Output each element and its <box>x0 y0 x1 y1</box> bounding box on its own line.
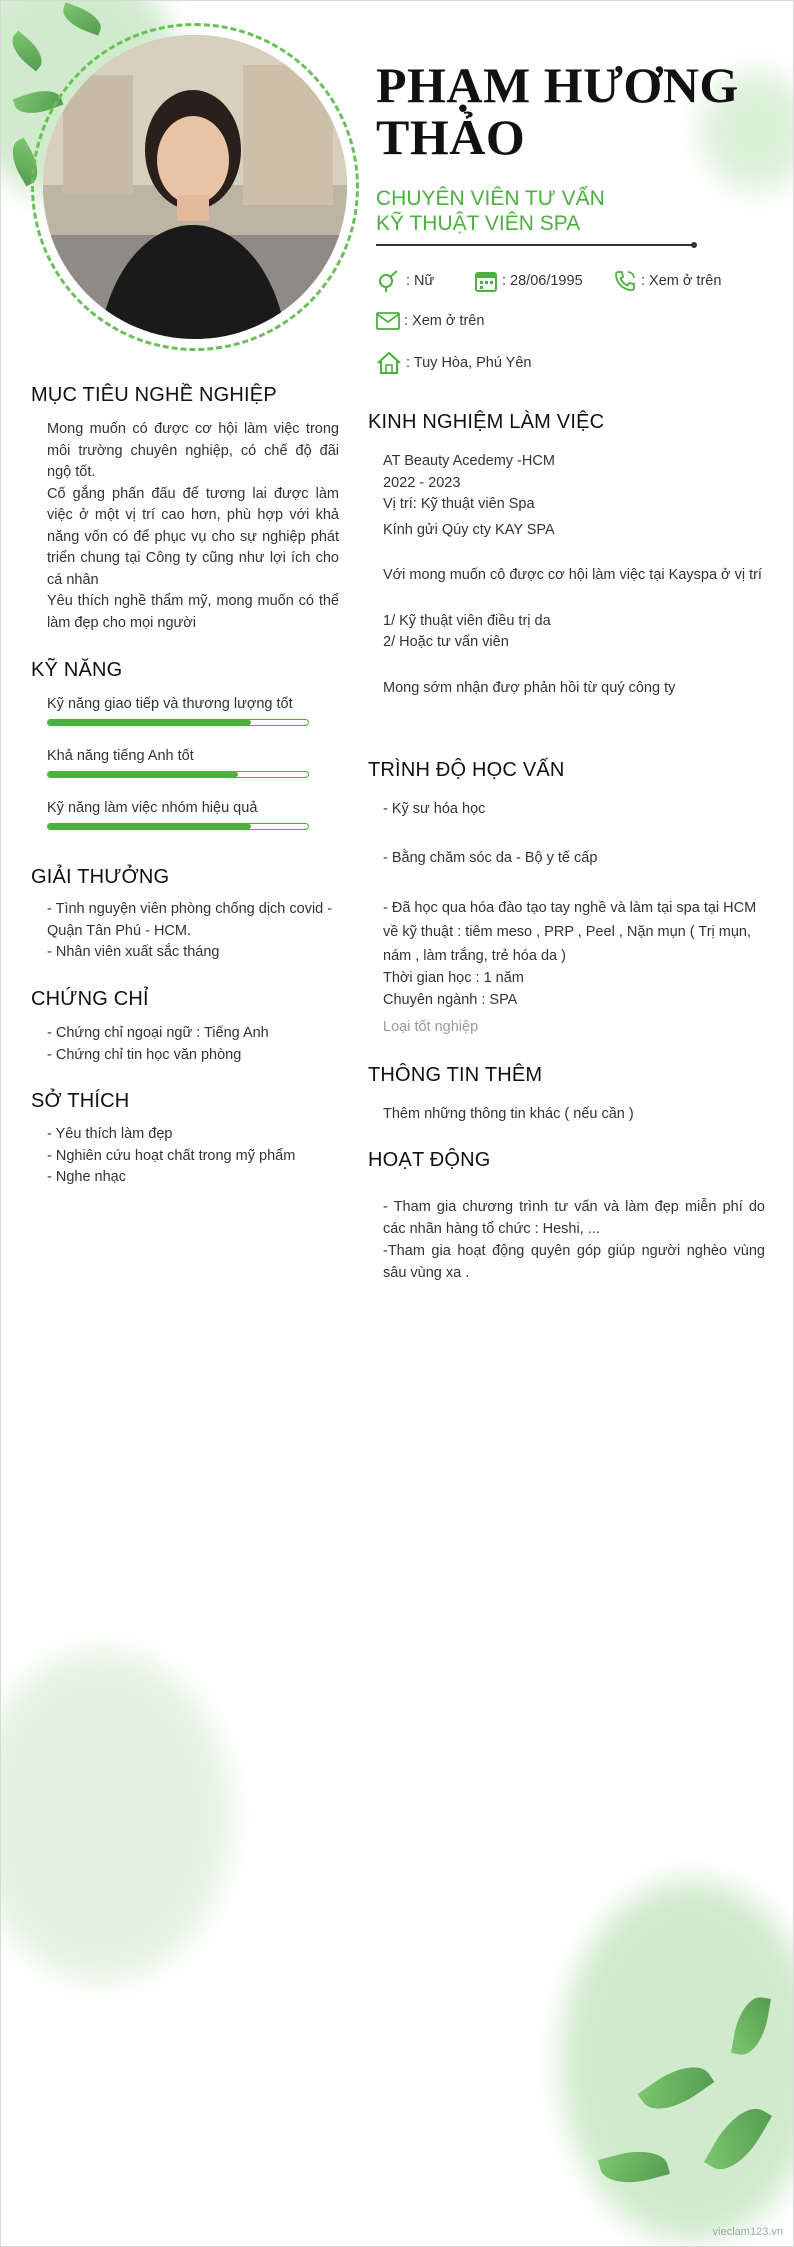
home-icon <box>376 351 402 375</box>
certificates-list <box>47 1023 347 1066</box>
full-name <box>376 59 776 163</box>
award-item: - Nhân viên xuất sắc tháng <box>47 944 220 960</box>
skill-bar-fill <box>48 720 251 725</box>
experience-period: 2022 - 2023 <box>383 474 461 491</box>
objective-p1: Mong muốn có được cơ hội làm việc trong môi trường chuyên nghiệp, có chế độ đãi ngộ tốt. <box>47 421 339 480</box>
hobby-item: - Yêu thích làm đẹp <box>47 1126 173 1142</box>
education-item: - Đã học qua hóa đào tạo tay nghề và làm tại spa tại HCM về kỹ thuật : tiêm meso , PRP , Peel , Nặn mụn ( Trị mụn, nám , làm trắng, trẻ hóa da ) <box>383 900 757 964</box>
watermark: vieclam123.vn <box>712 2226 783 2238</box>
gender-value: : Nữ <box>406 273 435 289</box>
experience-list-item: 2/ Hoặc tư vấn viên <box>383 634 509 650</box>
skill-label: Khả năng tiếng Anh tốt <box>47 748 194 764</box>
education-grade: Loại tốt nghiệp <box>383 1019 479 1035</box>
birthday-info <box>474 269 583 293</box>
hobbies-title: SỞ THÍCH <box>31 1090 130 1112</box>
certificates-title: CHỨNG CHỈ <box>31 988 149 1010</box>
phone-value: : Xem ở trên <box>641 273 722 289</box>
skill-label: Kỹ năng giao tiếp và thương lượng tốt <box>47 696 293 712</box>
objective-title: MỤC TIÊU NGHỀ NGHIỆP <box>31 384 277 406</box>
activity-item: -Tham gia hoạt động quyên góp giúp người nghèo vùng sâu vùng xa . <box>383 1243 765 1281</box>
job-title-1: CHUYÊN VIÊN TƯ VẤN <box>376 187 605 210</box>
experience-position: Vị trí: Kỹ thuật viên Spa <box>383 496 535 512</box>
extra-info-title: THÔNG TIN THÊM <box>368 1064 543 1086</box>
experience-closing: Mong sớm nhận đượ phản hồi từ quý công ty <box>383 679 676 696</box>
education-title: TRÌNH ĐỘ HỌC VẤN <box>368 759 565 781</box>
email-info <box>376 311 484 331</box>
objective-p2: Cố gắng phấn đấu để tương lai được làm việc ở một vị trí cao hơn, phù hợp với khả năng vốn có để phục vụ cho sự nghiệp phát triển chung tại Công ty cũng như lợi ích cho cá nhân <box>47 485 339 588</box>
activities-block <box>383 1196 765 1284</box>
hobby-item: - Nghe nhạc <box>47 1169 126 1185</box>
skill-bar <box>47 771 309 778</box>
awards-title: GIẢI THƯỞNG <box>31 866 170 888</box>
education-block <box>383 799 768 1039</box>
skill-bar <box>47 823 309 830</box>
experience-company: AT Beauty Acedemy -HCM <box>383 453 555 469</box>
experience-title: KINH NGHIỆM LÀM VIỆC <box>368 411 605 433</box>
name-line-2: THẢO <box>376 109 526 165</box>
header-divider <box>376 244 694 246</box>
awards-list <box>47 899 347 964</box>
birthday-value: : 28/06/1995 <box>502 273 583 289</box>
watercolor-bottom-left <box>0 1651 231 1981</box>
skill-bar <box>47 719 309 726</box>
experience-block <box>383 451 768 699</box>
address-value: : Tuy Hòa, Phú Yên <box>406 355 532 371</box>
job-title-2: KỸ THUẬT VIÊN SPA <box>376 212 581 235</box>
education-major: Chuyên ngành : SPA <box>383 991 518 1008</box>
hobby-item: - Nghiên cứu hoạt chất trong mỹ phẩm <box>47 1147 296 1164</box>
skill-bar-fill <box>48 824 251 829</box>
phone-icon <box>613 269 637 293</box>
experience-list-item: 1/ Kỹ thuật viên điều trị da <box>383 612 551 629</box>
skill-bar-fill <box>48 772 238 777</box>
experience-body: Với mong muốn cô được cơ hội làm việc tại Kayspa ở vị trí <box>383 567 762 583</box>
calendar-icon <box>474 269 498 293</box>
extra-info-text: Thêm những thông tin khác ( nếu cần ) <box>383 1106 634 1122</box>
objective-p3: Yêu thích nghề thẩm mỹ, mong muốn có thể làm đẹp cho mọi người <box>47 593 339 631</box>
watercolor-bottom-right <box>561 1881 794 2241</box>
profile-photo <box>43 35 347 339</box>
skill-label: Kỹ năng làm việc nhóm hiệu quả <box>47 800 258 816</box>
objective-text <box>47 419 339 634</box>
email-icon <box>376 311 400 331</box>
gender-info <box>376 269 434 293</box>
education-duration: Thời gian học : 1 năm <box>383 970 524 986</box>
email-value: : Xem ở trên <box>404 313 485 329</box>
education-item: - Kỹ sư hóa học <box>383 801 486 817</box>
hobbies-list <box>47 1124 347 1189</box>
award-item: - Tình nguyện viên phòng chống dịch covid - Quận Tân Phú - HCM. <box>47 901 333 939</box>
certificate-item: - Chứng chỉ ngoại ngữ : Tiếng Anh <box>47 1025 269 1041</box>
name-line-1: PHẠM HƯƠNG <box>376 57 739 113</box>
gender-icon <box>376 269 402 293</box>
avatar <box>43 35 347 339</box>
education-item: - Bằng chăm sóc da - Bộ y tế cấp <box>383 849 598 866</box>
phone-info <box>613 269 721 293</box>
activity-item: - Tham gia chương trình tư vấn và làm đẹp miễn phí do các nhãn hàng tổ chức : Heshi, ... <box>383 1199 765 1237</box>
certificate-item: - Chứng chỉ tin học văn phòng <box>47 1046 242 1063</box>
address-info <box>376 351 531 375</box>
activities-title: HOẠT ĐỘNG <box>368 1149 491 1171</box>
experience-greeting: Kính gửi Qúy cty KAY SPA <box>383 521 555 538</box>
skills-title: KỸ NĂNG <box>31 659 123 681</box>
